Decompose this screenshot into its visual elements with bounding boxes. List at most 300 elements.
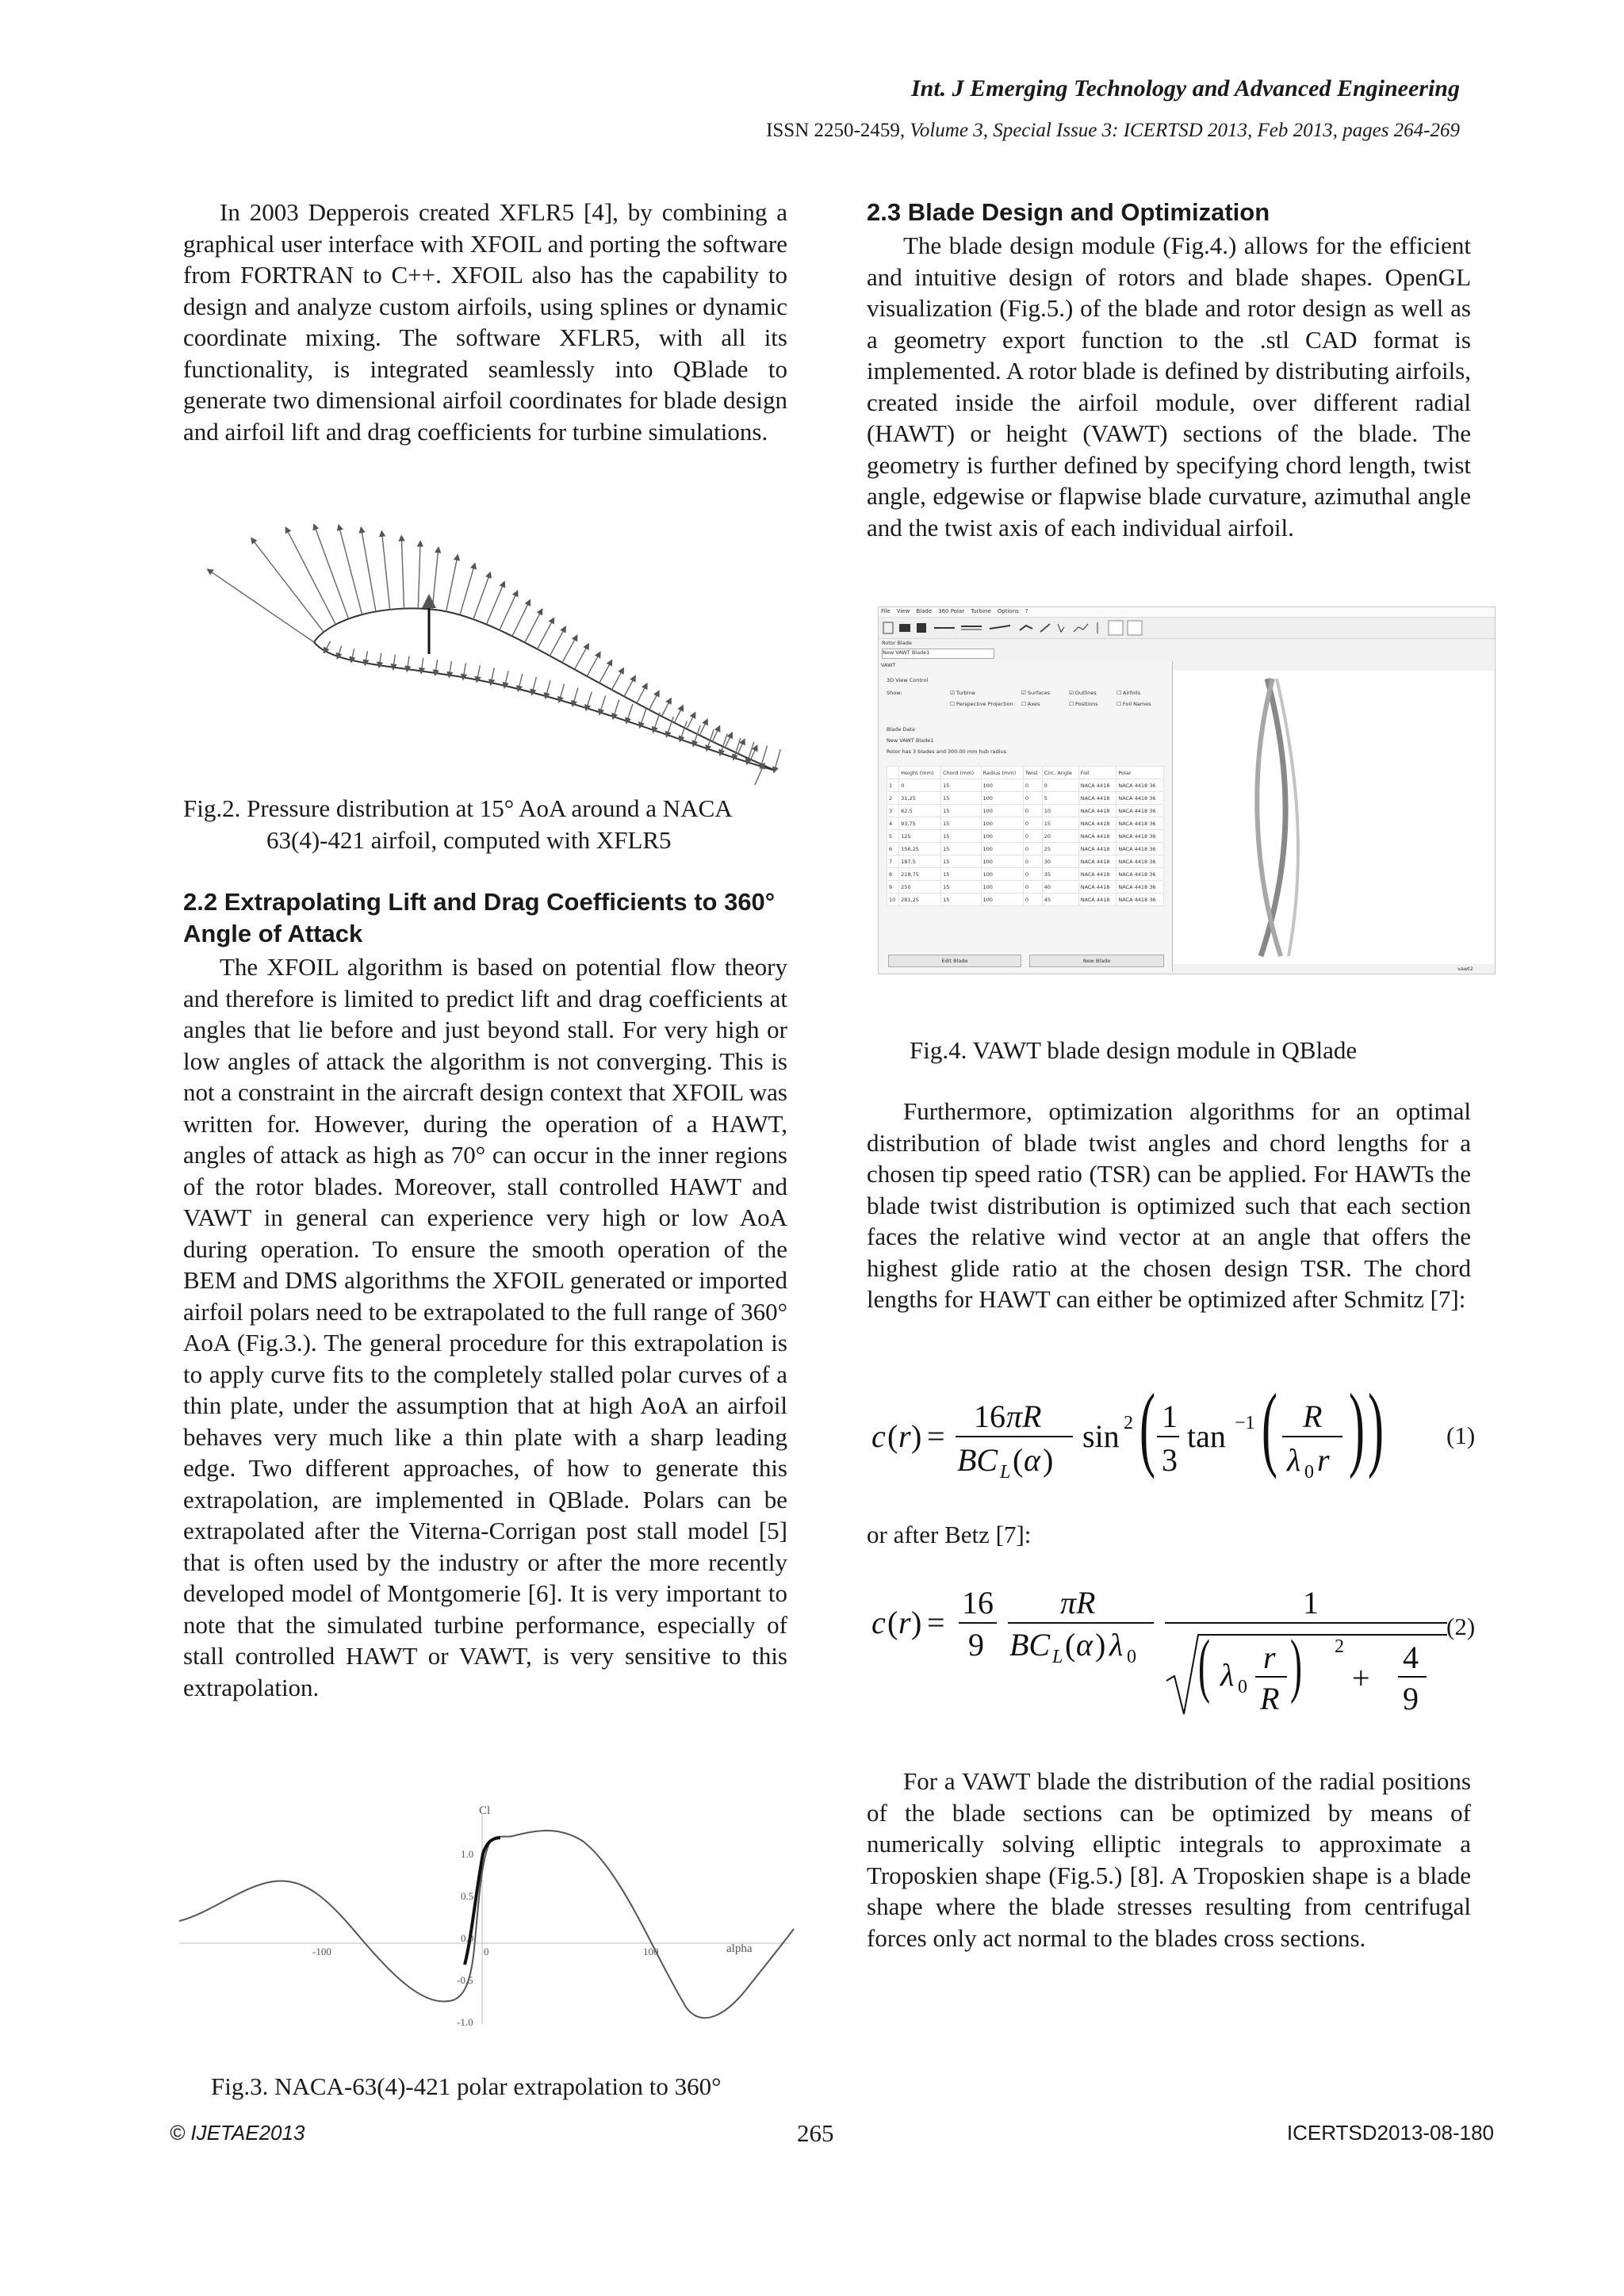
table-cell: 6: [887, 843, 899, 855]
svg-text:c: c: [871, 1605, 886, 1640]
pressure-arrow: [637, 686, 646, 703]
svg-text:r: r: [1263, 1640, 1276, 1675]
right-para-2-wrap: [867, 1096, 1471, 1315]
pressure-arrow: [775, 749, 781, 771]
pressure-arrow: [393, 655, 395, 668]
svg-text:tan: tan: [1187, 1418, 1226, 1454]
check-perspective-label: Perspective Projection: [956, 701, 1013, 707]
table-cell: 100: [981, 817, 1023, 830]
svg-text:r: r: [1317, 1442, 1330, 1478]
svg-text:λ: λ: [1109, 1627, 1124, 1663]
menu-turbine[interactable]: Turbine: [971, 608, 991, 614]
xtick-minus-100: -100: [312, 1946, 331, 1957]
svg-text:c: c: [871, 1418, 886, 1454]
table-cell: 30: [1042, 855, 1078, 868]
table-cell: NACA 4418 36: [1116, 830, 1164, 843]
pressure-vectors: [209, 526, 780, 785]
table-cell: 100: [981, 805, 1023, 817]
blade-data-label: Blade Data: [887, 726, 915, 733]
blade-table: [887, 766, 1164, 906]
table-row[interactable]: [887, 881, 1164, 894]
svg-text:πR: πR: [1060, 1585, 1096, 1621]
pressure-arrow: [721, 734, 727, 754]
table-cell: 100: [981, 779, 1023, 792]
rotor-blade-label: Rotor Blade: [882, 640, 912, 646]
svg-text:=: =: [927, 1605, 945, 1640]
svg-text:BC: BC: [1009, 1627, 1051, 1663]
troposkien-blades: [1174, 671, 1494, 964]
check-airfoils-label: Airfoils: [1122, 690, 1141, 696]
table-cell: 35: [1042, 868, 1078, 881]
table-cell: NACA 4418 36: [1116, 894, 1164, 906]
pressure-arrow: [379, 653, 381, 666]
blade-name: New VAWT Blade1: [887, 737, 934, 744]
check-axes-label: Axes: [1027, 701, 1040, 707]
svg-text:2: 2: [1335, 1636, 1344, 1657]
pressure-arrow: [519, 674, 523, 689]
svg-text:λ: λ: [1287, 1442, 1301, 1478]
table-cell: 125: [899, 830, 941, 843]
pressure-arrow: [418, 543, 420, 608]
table-cell: 8: [887, 868, 899, 881]
vawt-panel: [879, 661, 1173, 972]
pressure-arrow: [473, 575, 490, 620]
table-cell: NACA 4418: [1078, 830, 1116, 843]
table-cell: 100: [981, 855, 1023, 868]
check-axes[interactable]: ☐ Axes: [1021, 701, 1040, 707]
svg-text:4: 4: [1403, 1640, 1419, 1675]
pressure-arrow: [287, 530, 336, 625]
check-turbine[interactable]: ☑ Turbine: [950, 690, 975, 696]
svg-text:): ): [1043, 1442, 1054, 1478]
svg-text:16: 16: [962, 1585, 994, 1621]
table-cell: NACA 4418: [1078, 792, 1116, 805]
table-cell: 0: [1023, 855, 1042, 868]
blade-icon: [990, 626, 1010, 629]
status-label: vawt2: [1457, 966, 1473, 972]
footer-paper-id: ICERTSD2013-08-180: [1286, 2121, 1494, 2145]
table-cell: 4: [887, 817, 899, 830]
cl-curve: [179, 1831, 794, 2018]
pressure-arrow: [382, 534, 390, 610]
table-cell: 100: [981, 792, 1023, 805]
show-label: Show:: [887, 690, 902, 696]
svg-text:R: R: [1303, 1399, 1323, 1434]
section-2-2: [183, 886, 787, 1703]
svg-text:): ): [1290, 1626, 1302, 1705]
table-cell: NACA 4418: [1078, 894, 1116, 906]
col-twist: Twist: [1023, 767, 1042, 779]
rotor-info: Rotor has 3 blades and 300.00 mm hub radius: [887, 748, 1007, 755]
pressure-arrow: [477, 665, 481, 679]
fig4-qblade-screenshot: [878, 607, 1496, 974]
table-cell: 15: [941, 843, 981, 855]
pressure-arrow: [338, 645, 342, 656]
table-cell: 20: [1042, 830, 1078, 843]
pressure-arrow: [699, 721, 707, 736]
table-cell: 45: [1042, 894, 1078, 906]
table-cell: 15: [941, 881, 981, 894]
table-cell: NACA 4418 36: [1116, 817, 1164, 830]
table-row[interactable]: [887, 805, 1164, 817]
3d-view[interactable]: [1174, 671, 1494, 964]
table-cell: 100: [981, 843, 1023, 855]
check-foil-names-label: Foil Names: [1122, 701, 1151, 707]
fig2-pressure-distribution: [179, 507, 790, 785]
pressure-arrow: [351, 649, 354, 660]
table-row[interactable]: [887, 855, 1164, 868]
table-cell: 0: [1023, 779, 1042, 792]
check-outlines-label: Outlines: [1074, 690, 1097, 696]
table-cell: 10: [1042, 805, 1078, 817]
table-cell: 2: [887, 792, 899, 805]
svg-text:(: (: [1139, 1380, 1155, 1480]
right-paragraph-2: Furthermore, optimization algorithms for an optimal distribution of blade twist angles and chord lengths for a chosen tip speed ratio (TSR) can be applied. For HAWTs the blade twist distribution is optimized such that each section faces the relative wind vector at an angle that offers the highest glide ratio at the chosen design TSR. The chord lengths for HAWT can either be optimized after Schmitz [7]:: [867, 1097, 1471, 1313]
pressure-arrow: [755, 765, 764, 785]
pressure-arrow: [587, 691, 592, 708]
issn-prefix: ISSN 2250-2459,: [766, 120, 910, 141]
check-positions[interactable]: ☐ Positions: [1069, 701, 1098, 707]
pressure-arrow: [253, 540, 324, 632]
menu-help[interactable]: ?: [1025, 608, 1028, 614]
table-cell: 40: [1042, 881, 1078, 894]
tool-icon-2: [1128, 621, 1142, 635]
pressure-arrow: [573, 688, 578, 705]
table-cell: 62,5: [899, 805, 941, 817]
pressure-arrow: [487, 584, 504, 624]
pressure-arrow: [538, 620, 553, 649]
table-cell: 93,75: [899, 817, 941, 830]
pressure-arrow: [662, 700, 670, 716]
table-cell: 7: [887, 855, 899, 868]
left-paragraph-2: The XFOIL algorithm is based on potential flow theory and therefore is limited to predict lift and drag coefficients at angles that lie before and just beyond stall. For very high or low angles of attack the algorithm is not converging. This is not a constraint in the aircraft design context that XFOIL was written for. However, during the operation of a HAWT, angles of attack as high as 70° can occur in the inner regions of the rotor blades. Moreover, stall controlled HAWT and VAWT in general can experience very high or low AoA during operation. To ensure the smooth operation of the BEM and DMS algorithms the XFOIL generated or imported airfoil polars need to be extrapolated to the full range of 360° AoA (Fig.3.). The general procedure for this extrapolation is to apply curve fits to the completely stalled polar curves of a thin plate, under the assumption that at high AoA an airfoil behaves very much like a thin plate with a sharp leading edge. Two different approaches, of how to generate this extrapolation, are implemented in QBlade. Polars can be extrapolated after the Viterna-Corrigan post stall model [5] that is often used by the industry or after the more recently developed model of Montgomerie [6]. It is very important to note that the simulated turbine performance, especially of stall controlled HAWT or VAWT, is very sensitive to this extrapolation.: [183, 953, 787, 1701]
svg-text:(: (: [1198, 1626, 1210, 1705]
equation-1: [867, 1380, 1477, 1490]
equation-2-number: (2): [1446, 1613, 1476, 1640]
pressure-arrow: [532, 677, 536, 693]
table-cell: 3: [887, 805, 899, 817]
pressure-arrow: [460, 565, 474, 614]
table-cell: 100: [981, 881, 1023, 894]
pressure-arrow: [401, 538, 404, 609]
blade-table-header: [887, 767, 1164, 779]
table-cell: 31,25: [899, 792, 941, 805]
svg-text:L: L: [1052, 1647, 1063, 1667]
pressure-arrow: [408, 656, 409, 669]
xtick-0: 0: [484, 1946, 489, 1957]
pressure-arrow: [491, 668, 494, 683]
fig3-caption: Fig.3. NACA-63(4)-421 polar extrapolation to 360°: [211, 2072, 722, 2100]
svg-text:3: 3: [1162, 1442, 1178, 1478]
svg-text:): ): [911, 1605, 922, 1640]
pressure-arrow: [562, 637, 576, 663]
ytick-minus-0.5: -0.5: [457, 1974, 473, 1986]
table-cell: NACA 4418 36: [1116, 855, 1164, 868]
pressure-arrow: [624, 678, 634, 697]
table-cell: NACA 4418: [1078, 868, 1116, 881]
table-cell: 187,5: [899, 855, 941, 868]
svg-text:πR: πR: [1006, 1399, 1042, 1434]
fig2-caption-line2: 63(4)-421 airfoil, computed with XFLR5: [266, 826, 672, 854]
table-cell: 0: [1023, 830, 1042, 843]
svg-text:(: (: [1065, 1627, 1076, 1663]
svg-text:λ: λ: [1220, 1657, 1235, 1693]
y-axis-label: Cl: [479, 1804, 491, 1817]
table-cell: NACA 4418: [1078, 881, 1116, 894]
table-cell: NACA 4418: [1078, 805, 1116, 817]
ytick-1.0: 1.0: [461, 1848, 474, 1860]
svg-text:BC: BC: [957, 1442, 998, 1478]
col-radius: Radius (mm): [981, 767, 1023, 779]
svg-text:1: 1: [1162, 1399, 1178, 1434]
pressure-arrow: [421, 658, 423, 672]
pressure-arrow: [500, 593, 517, 630]
table-cell: 218,75: [899, 868, 941, 881]
table-row[interactable]: [887, 868, 1164, 881]
table-cell: 0: [1023, 881, 1042, 894]
table-cell: 15: [941, 779, 981, 792]
table-row[interactable]: [887, 779, 1164, 792]
svg-text:0: 0: [1238, 1677, 1247, 1697]
table-row[interactable]: [887, 843, 1164, 855]
pressure-arrow: [546, 680, 551, 696]
edit-blade-button[interactable]: Edit Blade: [888, 955, 1021, 967]
section-2-2-title: 2.2 Extrapolating Lift and Drag Coefficients to 360° Angle of Attack: [183, 888, 776, 947]
pressure-arrow: [627, 704, 633, 721]
ytick-0.5: 0.5: [461, 1890, 474, 1902]
menubar: [879, 607, 1495, 618]
rotor-icon: [1020, 626, 1032, 630]
col-circ-angle: Circ. Angle: [1042, 767, 1078, 779]
table-cell: 0: [1023, 894, 1042, 906]
table-cell: 0: [1042, 779, 1078, 792]
table-cell: 0: [1023, 817, 1042, 830]
table-cell: 0: [1023, 843, 1042, 855]
pressure-arrow: [680, 721, 687, 739]
save-icon: [917, 623, 926, 633]
svg-text:0: 0: [1304, 1462, 1314, 1483]
table-cell: 156,25: [899, 843, 941, 855]
new-icon: [883, 622, 893, 633]
graph-icon: [1074, 624, 1088, 632]
col-foil: Foil: [1078, 767, 1116, 779]
table-cell: NACA 4418 36: [1116, 843, 1164, 855]
table-cell: NACA 4418: [1078, 843, 1116, 855]
pressure-arrow: [362, 530, 376, 611]
check-positions-label: Positions: [1074, 701, 1098, 707]
new-blade-button[interactable]: New Blade: [1029, 955, 1164, 967]
pressure-arrow: [446, 557, 458, 612]
svg-text:r: r: [898, 1605, 911, 1640]
col-height: Height (mm): [899, 767, 941, 779]
footer-copyright: © IJETAE2013: [170, 2121, 305, 2145]
col-chord: Chord (mm): [941, 767, 981, 779]
svg-text:sin: sin: [1082, 1418, 1120, 1454]
table-cell: 0: [1023, 792, 1042, 805]
table-cell: 281,25: [899, 894, 941, 906]
page-number: 265: [797, 2119, 834, 2147]
tool-icon-1: [1109, 621, 1123, 635]
toolbar: [879, 618, 1495, 639]
left-paragraph-1: In 2003 Depperois created XFLR5 [4], by combining a graphical user interface with XFOIL and porting the software from FORTRAN to C++. XFOIL also has the capability to design and analyze custom airfoils, using splines or dynamic coordinate mixing. The software XFLR5, with all its functionality, is integrated seamlessly into QBlade to generate two dimensional airfoil coordinates for blade design and airfoil lift and drag coefficients for turbine simulations.: [183, 198, 787, 446]
svg-text:2: 2: [1124, 1413, 1133, 1433]
pressure-arrow: [432, 549, 439, 610]
rotor-blade-select[interactable]: New VAWT Blade1: [882, 649, 994, 659]
svg-text:16: 16: [974, 1399, 1005, 1434]
pressure-arrow: [599, 662, 611, 683]
or-after-betz: or after Betz [7]:: [867, 1521, 1032, 1548]
left-para-1-wrap: [183, 197, 787, 447]
table-cell: 15: [941, 792, 981, 805]
svg-text:): ): [911, 1418, 922, 1454]
pressure-arrow: [761, 746, 768, 767]
check-perspective[interactable]: ☐ Perspective Projection: [950, 701, 1013, 707]
table-cell: NACA 4418: [1078, 855, 1116, 868]
pressure-arrow: [687, 714, 694, 729]
table-cell: NACA 4418 36: [1116, 881, 1164, 894]
menu-360-polar[interactable]: 360 Polar: [938, 608, 965, 614]
pressure-arrow: [435, 660, 438, 673]
menu-blade[interactable]: Blade: [916, 608, 933, 614]
right-paragraph-3: For a VAWT blade the distribution of the radial positions of the blade sections can be optimized by means of numerically solving elliptic integrals to approximate a Troposkien shape (Fig.5.) [8]. A Troposkien shape is a blade shape where the blade stresses resulting from centrifugal forces only act normal to the blades cross sections.: [867, 1767, 1471, 1952]
table-cell: 100: [981, 894, 1023, 906]
svg-text:α: α: [1076, 1627, 1093, 1663]
table-cell: 15: [941, 894, 981, 906]
check-airfoils[interactable]: ☐ Airfoils: [1116, 690, 1141, 696]
right-paragraph-1: The blade design module (Fig.4.) allows for the efficient and intuitive design of rotors and blade shapes. OpenGL visualization (Fig.5.) of the blade and rotor design as well as a geometry export function to the .stl CAD format is implemented. A rotor blade is defined by distributing airfoils, created inside the airfoil module, over different radial (HAWT) or height (VAWT) sections of the blade. The geometry is further defined by specifying chord length, twist angle, edgewise or flapwise blade curvature, azimuthal angle and the twist axis of each individual airfoil.: [867, 232, 1471, 541]
table-cell: NACA 4418 36: [1116, 779, 1164, 792]
table-cell: NACA 4418: [1078, 779, 1116, 792]
check-foil-names[interactable]: ☐ Foil Names: [1116, 701, 1151, 707]
table-cell: 15: [941, 830, 981, 843]
pressure-arrow: [612, 670, 623, 690]
table-cell: 9: [887, 881, 899, 894]
pressure-arrow: [450, 661, 452, 675]
svg-text:(: (: [1013, 1442, 1024, 1478]
svg-text:9: 9: [1403, 1681, 1419, 1716]
svg-text:r: r: [898, 1418, 911, 1454]
pressure-arrow: [512, 602, 529, 636]
menu-options[interactable]: Options: [997, 608, 1019, 614]
svg-text:(: (: [1262, 1380, 1277, 1480]
section-2-3-title: 2.3 Blade Design and Optimization: [867, 198, 1270, 226]
svg-text:): ): [1368, 1380, 1384, 1480]
open-icon: [899, 624, 910, 632]
pressure-arrow: [649, 693, 658, 710]
pressure-arrow: [575, 646, 588, 670]
svg-text:1: 1: [1303, 1585, 1319, 1621]
pressure-arrow: [209, 571, 314, 642]
xtick-100: 100: [643, 1946, 659, 1957]
panel-title: VAWT: [881, 662, 896, 668]
svg-text:+: +: [1352, 1660, 1370, 1696]
svg-text:(: (: [887, 1418, 898, 1454]
pressure-arrow: [560, 684, 565, 700]
table-cell: 0: [1023, 805, 1042, 817]
table-cell: 250: [899, 881, 941, 894]
table-row[interactable]: [887, 894, 1164, 906]
blade-table-body: [887, 779, 1164, 906]
table-cell: NACA 4418: [1078, 817, 1116, 830]
equation-1-number: (1): [1446, 1422, 1476, 1449]
table-cell: 15: [941, 868, 981, 881]
pressure-arrow: [587, 654, 599, 676]
issn-line: [766, 120, 1460, 142]
fig3-polar-chart: [179, 1798, 798, 2036]
pressure-arrow: [641, 708, 647, 725]
equation-2: [867, 1570, 1477, 1728]
svg-text:9: 9: [968, 1627, 984, 1663]
ytick-0.0: 0.0: [461, 1932, 474, 1944]
table-cell: 0: [1023, 868, 1042, 881]
airfoil-outline: [314, 608, 776, 771]
table-cell: 10: [887, 894, 899, 906]
table-cell: 15: [941, 855, 981, 868]
pressure-arrow: [525, 611, 542, 643]
issn-volume: Volume 3, Special Issue 3: ICERTSD 2013, Feb 2013, pages 264-269: [910, 120, 1460, 141]
table-cell: NACA 4418 36: [1116, 792, 1164, 805]
table-cell: 15: [941, 817, 981, 830]
fig4-caption: Fig.4. VAWT blade design module in QBlade: [910, 1036, 1358, 1064]
pressure-arrow: [315, 526, 349, 618]
col-polar: Polar: [1116, 767, 1164, 779]
check-outlines[interactable]: ☑ Outlines: [1069, 690, 1097, 696]
pressure-arrow: [463, 664, 465, 678]
pressure-arrow: [614, 700, 619, 718]
svg-text:=: =: [927, 1418, 945, 1454]
table-cell: 5: [887, 830, 899, 843]
table-cell: NACA 4418 36: [1116, 868, 1164, 881]
table-row[interactable]: [887, 817, 1164, 830]
svg-text:L: L: [1000, 1462, 1011, 1483]
svg-text:0: 0: [1127, 1647, 1136, 1667]
svg-text:R: R: [1260, 1681, 1280, 1716]
table-cell: 15: [1042, 817, 1078, 830]
svg-text:−1: −1: [1235, 1413, 1255, 1433]
menu-file[interactable]: File: [881, 608, 891, 614]
pressure-arrow: [674, 707, 682, 722]
svg-text:(: (: [887, 1605, 898, 1640]
pressure-arrow: [366, 651, 368, 663]
table-row[interactable]: [887, 792, 1164, 805]
svg-text:): ): [1095, 1627, 1106, 1663]
x-axis-label: alpha: [726, 1942, 753, 1955]
pressure-arrow: [505, 671, 508, 686]
table-cell: 0: [899, 779, 941, 792]
pressure-arrow: [654, 713, 661, 731]
pressure-arrow: [550, 629, 565, 656]
fig2-caption-line1: Fig.2. Pressure distribution at 15° AoA around a NACA: [183, 794, 733, 822]
check-turbine-label: Turbine: [956, 690, 975, 696]
pressure-arrow: [600, 695, 606, 712]
menu-view[interactable]: View: [896, 608, 910, 614]
right-para-3-wrap: [867, 1766, 1471, 1954]
check-surfaces[interactable]: ☑ Surfaces: [1021, 690, 1051, 696]
table-cell: 15: [941, 805, 981, 817]
view-control-label: 3D View Control: [887, 677, 929, 683]
table-cell: 25: [1042, 843, 1078, 855]
table-cell: 5: [1042, 792, 1078, 805]
toolbar-icons: [879, 618, 1212, 638]
turbine-icon: [1040, 624, 1050, 632]
journal-title: Int. J Emerging Technology and Advanced Engineering: [910, 75, 1460, 101]
table-cell: 1: [887, 779, 899, 792]
table-row[interactable]: [887, 830, 1164, 843]
table-cell: 100: [981, 830, 1023, 843]
section-2-3: [867, 197, 1471, 543]
svg-text:α: α: [1024, 1442, 1040, 1478]
svg-text:): ): [1349, 1380, 1365, 1480]
